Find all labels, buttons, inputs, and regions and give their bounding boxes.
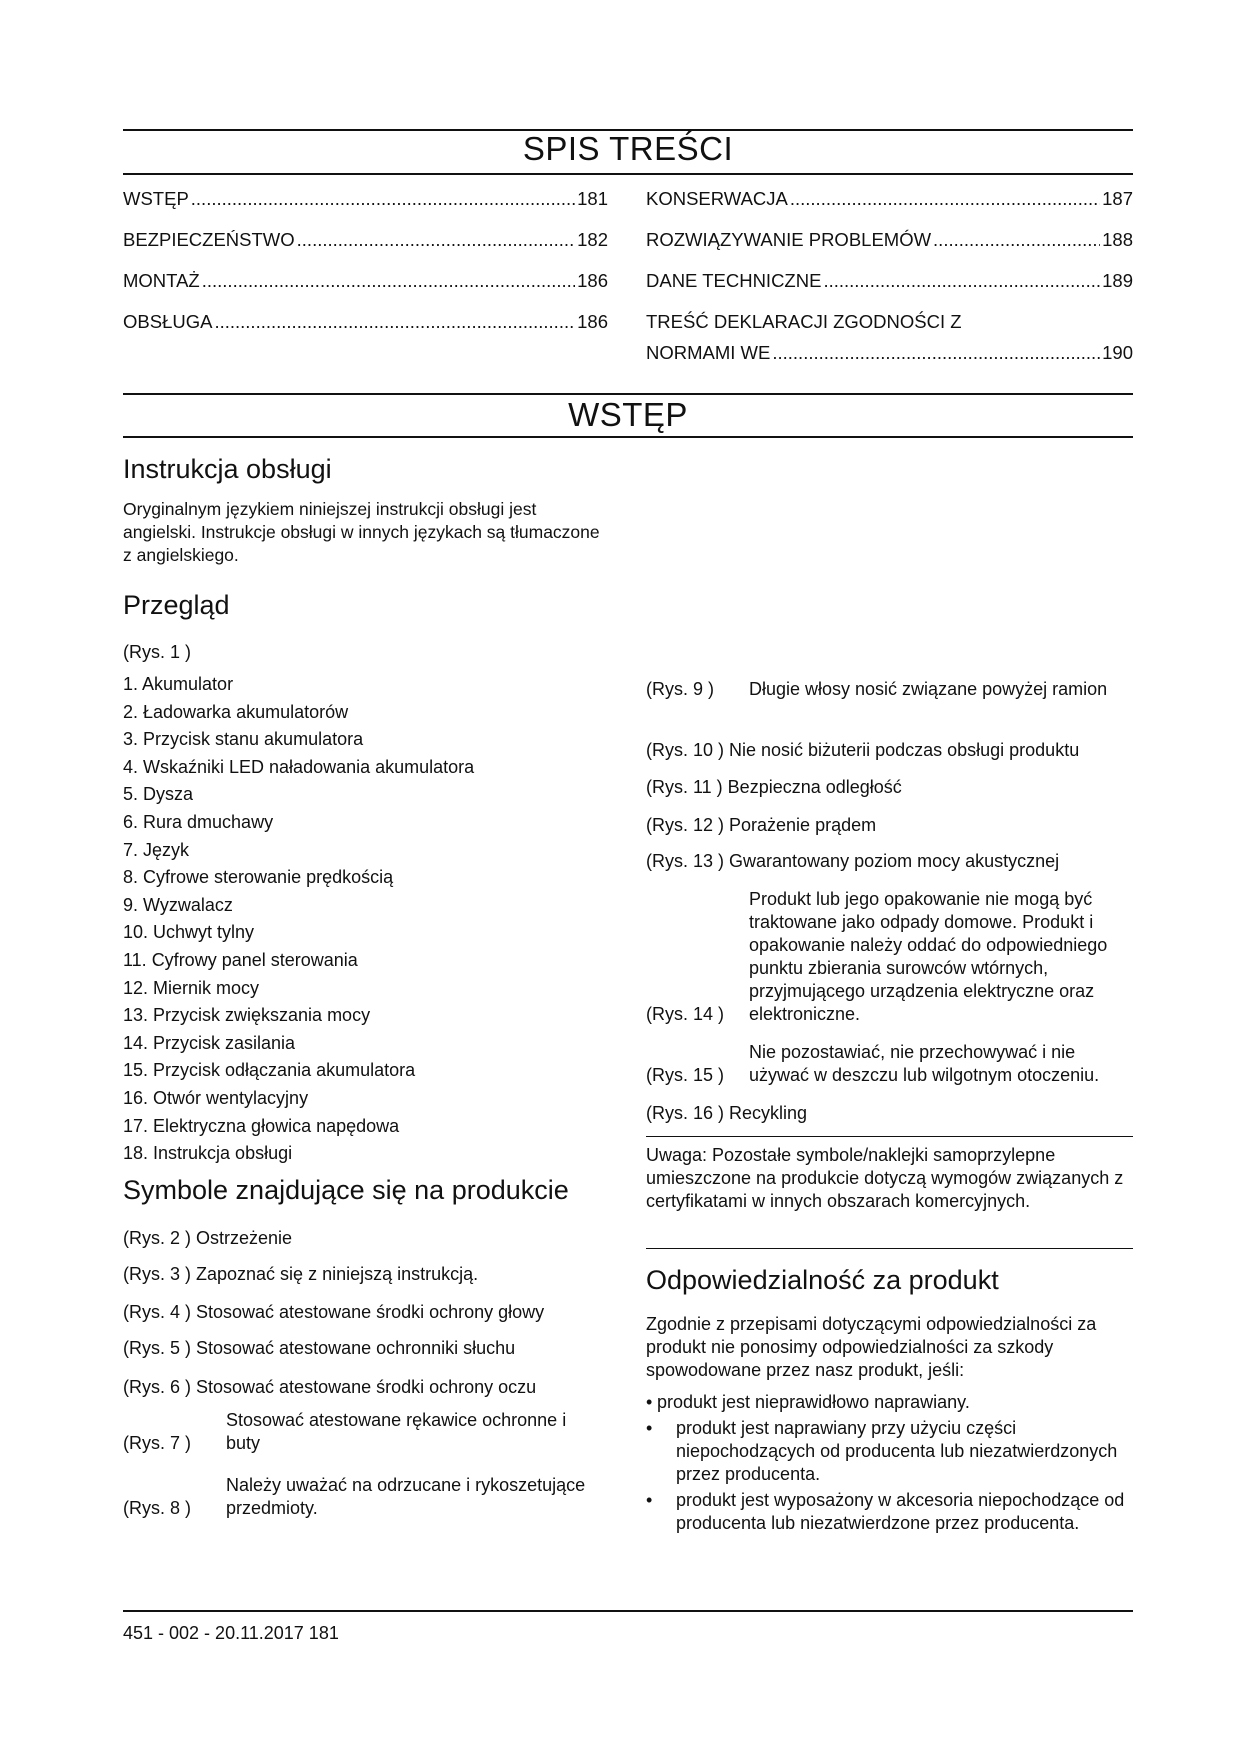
symbol-row: (Rys. 10 ) Nie nosić biżuterii podczas obsługi produktu (646, 740, 1080, 760)
note-bottom-rule (646, 1248, 1133, 1249)
list-item: • produkt jest nieprawidłowo naprawiany. (646, 1391, 1133, 1414)
toc-entry[interactable]: MONTAŻ ..... 186 (123, 270, 608, 311)
page-footer: 451 - 002 - 20.11.2017 181 (123, 1623, 339, 1643)
section-title: WSTĘP (568, 396, 688, 433)
symbol-row: (Rys. 12 ) Porażenie prądem (646, 815, 877, 835)
figure-ref: (Rys. 8 ) (123, 1498, 192, 1518)
symbol-block (646, 678, 1133, 701)
figure-text: Stosować atestowane rękawice ochronne i buty (226, 1410, 567, 1453)
toc-entry[interactable]: WSTĘP ..... 181 (123, 188, 608, 229)
list-item: 6. Rura dmuchawy (123, 811, 274, 832)
section-top-rule (123, 393, 1133, 395)
list-item: 3. Przycisk stanu akumulatora (123, 729, 364, 750)
symbols-heading: Symbole znajdujące się na produkcie (123, 1175, 569, 1205)
liability-heading: Odpowiedzialność za produkt (646, 1265, 999, 1295)
manual-text: Oryginalnym językiem niniejszej instrukcji obsługi jest angielski. Instrukcje obsługi w innych językach są tłumaczone z angielskiego. (123, 499, 600, 565)
list-item: • produkt jest naprawiany przy użyciu części niepochodzących od producenta lub niezatwierdzonych przez producenta. (646, 1417, 1133, 1486)
toc-right-column (646, 188, 1133, 383)
figure-text: Produkt lub jego opakowanie nie mogą być traktowane jako odpady domowe. Produkt i opakowanie należy oddać do odpowiedniego punktu zbierania surowców wtórnych, przyjmującego urządzenia elektryczne oraz elektroniczne. (749, 889, 1108, 1024)
note-label: Uwaga: (646, 1145, 708, 1165)
note-top-rule (646, 1136, 1133, 1137)
figure-ref: (Rys. 9 ) (646, 679, 715, 699)
list-item: 13. Przycisk zwiększania mocy (123, 1005, 371, 1026)
figure-text: Należy uważać na odrzucane i rykoszetujące przedmioty. (226, 1475, 586, 1518)
note-block (646, 1144, 1133, 1213)
list-item: 9. Wyzwalacz (123, 894, 233, 915)
list-item: 5. Dysza (123, 784, 194, 805)
list-item: 2. Ładowarka akumulatorów (123, 701, 349, 722)
toc-entry[interactable]: ROZWIĄZYWANIE PROBLEMÓW ..... 188 (646, 229, 1133, 270)
toc-bottom-rule (123, 173, 1133, 175)
list-item: 17. Elektryczna głowica napędowa (123, 1115, 400, 1136)
list-item: 8. Cyfrowe sterowanie prędkością (123, 867, 394, 888)
overview-figure-ref: (Rys. 1 ) (123, 642, 192, 662)
symbol-block (646, 1041, 1133, 1087)
figure-text: Nie pozostawiać, nie przechowywać i nie używać w deszczu lub wilgotnym otoczeniu. (749, 1042, 1100, 1085)
figure-ref: (Rys. 15 ) (646, 1065, 725, 1085)
list-item: 14. Przycisk zasilania (123, 1032, 296, 1053)
list-item: 7. Język (123, 839, 190, 860)
toc-left-column (123, 188, 608, 352)
overview-heading: Przegląd (123, 590, 230, 620)
list-item: 16. Otwór wentylacyjny (123, 1087, 309, 1108)
symbol-row: (Rys. 13 ) Gwarantowany poziom mocy akustycznej (646, 851, 1060, 871)
list-item: 15. Przycisk odłączania akumulatora (123, 1060, 416, 1081)
list-item: 12. Miernik mocy (123, 977, 260, 998)
list-item: • produkt jest wyposażony w akcesoria niepochodzące od producenta lub niezatwierdzone przez producenta. (646, 1489, 1133, 1535)
symbol-row: (Rys. 11 ) Bezpieczna odległość (646, 777, 902, 797)
section-bottom-rule (123, 436, 1133, 438)
list-item: 1. Akumulator (123, 674, 234, 694)
note-text: Pozostałe symbole/naklejki samoprzylepne umieszczone na produkcie dotyczą wymogów związanych z certyfikatami w innych obszarach komercyjnych. (646, 1145, 1124, 1211)
overview-list (123, 671, 474, 1168)
symbol-block (646, 888, 1133, 1026)
symbol-row: (Rys. 5 ) Stosować atestowane ochronniki słuchu (123, 1338, 516, 1358)
toc-title: SPIS TREŚCI (522, 130, 734, 167)
symbol-block (123, 1409, 603, 1455)
list-item: 4. Wskaźniki LED naładowania akumulatora (123, 756, 475, 777)
figure-ref: (Rys. 14 ) (646, 1004, 725, 1024)
symbol-block (123, 1474, 603, 1520)
liability-bullets (646, 1391, 1133, 1538)
toc-entry[interactable]: OBSŁUGA ..... 186 (123, 311, 608, 352)
toc-entry[interactable]: TREŚĆ DEKLARACJI ZGODNOŚCI Z NORMAMI WE ..... 190 (646, 311, 1133, 383)
footer-rule (123, 1610, 1133, 1612)
symbol-row: (Rys. 16 ) Recykling (646, 1103, 808, 1123)
list-item: 11. Cyfrowy panel sterowania (123, 949, 358, 970)
symbol-row: (Rys. 4 ) Stosować atestowane środki ochrony głowy (123, 1302, 545, 1322)
liability-text: Zgodnie z przepisami dotyczącymi odpowiedzialności za produkt nie ponosimy odpowiedzialności za szkody spowodowane przez nasz produkt, jeśli: (646, 1314, 1097, 1380)
toc-entry[interactable]: BEZPIECZEŃSTWO ..... 182 (123, 229, 608, 270)
symbol-row: (Rys. 6 ) Stosować atestowane środki ochrony oczu (123, 1377, 537, 1397)
symbol-row: (Rys. 3 ) Zapoznać się z niniejszą instrukcją. (123, 1264, 479, 1284)
figure-ref: (Rys. 7 ) (123, 1433, 192, 1453)
symbol-row: (Rys. 2 ) Ostrzeżenie (123, 1228, 293, 1248)
manual-heading: Instrukcja obsługi (123, 454, 332, 484)
toc-entry[interactable]: DANE TECHNICZNE ..... 189 (646, 270, 1133, 311)
list-item: 10. Uchwyt tylny (123, 922, 255, 943)
list-item: 18. Instrukcja obsługi (123, 1143, 293, 1164)
figure-text: Długie włosy nosić związane powyżej ramion (749, 679, 1108, 699)
toc-entry[interactable]: KONSERWACJA ..... 187 (646, 188, 1133, 229)
